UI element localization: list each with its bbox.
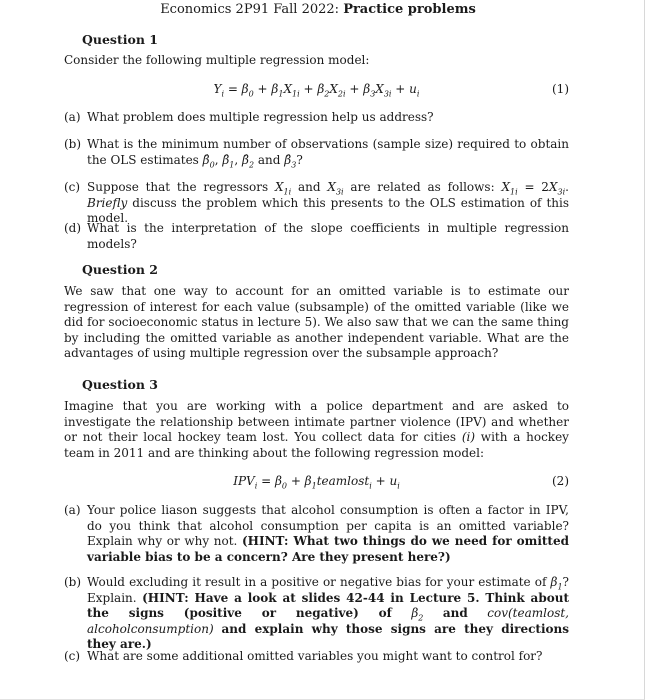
item-label: (b) [64,575,82,589]
hint-text: and [442,606,468,620]
item-text-part: and [298,180,321,194]
equation-2 [64,474,569,490]
question-3-text [64,399,569,461]
covariance-term: cov(teamlost, alcoholconsumption) [87,606,569,636]
hint-text: and explain why those signs are they directions they are.) [87,621,569,651]
question-3b [64,575,569,653]
course-name: Economics 2P91 Fall 2022: [160,2,340,17]
item-text-part: Briefly [87,195,128,210]
question-3a [64,503,569,565]
equation-1-formula: $Y_i = \beta_0 + \beta_1X_{1i} + \beta_2X_{2i} + \beta_3X_{3i} + u_i$ [213,82,420,99]
item-label: (b) [64,137,82,151]
item-text: Would excluding it result in a positive or negative bias for your estimate of $\beta_1$? Explain. (HINT: Have a look at slides 42-44 in Lecture 5. Think about the signs (positive or negative) of $\beta_2$ and cov(teamlost, alcoholconsumption) and explain why those signs are they directions they are.) [87,575,569,651]
question-1a [64,110,569,126]
question-3c [64,649,569,665]
question-3-heading: Question 3 [82,377,158,392]
question-1-heading: Question 1 [82,32,158,47]
item-text: What problem does multiple regression help us address? [87,110,434,124]
item-text: Suppose that the regressors $X_{1i}$ and $X_{3i}$ are related as follows: $X_{1i} = 2X_{3i}$. Briefly discuss the problem which this presents to the OLS estimation of this model. [87,180,569,225]
item-text: What is the interpretation of the slope coefficients in multiple regression models? [87,221,569,251]
item-text: What are some additional omitted variables you might want to control for? [87,649,543,663]
item-text-part: are related as follows: [350,180,495,194]
question-1c [64,180,569,227]
item-label: (a) [64,503,81,517]
document-title: Practice problems [343,2,476,17]
question-1-intro: Consider the following multiple regression model: [64,53,370,67]
equation-1-number: (1) [552,82,569,96]
paragraph-part: (i) [461,430,476,444]
item-text-part: discuss the problem which this presents to the OLS estimation of this model. [87,195,569,225]
item-text-part: and [257,152,281,167]
question-1b [64,137,569,168]
item-text-part: What is the minimum number of observations (sample size) required to obtain the OLS estimates [87,137,569,167]
item-text-part: ? Explain. [87,575,569,605]
hint-text: (HINT: Have a look at slides 42-44 in Lecture 5. Think about the signs (positive or negative) of [87,590,569,620]
question-2-text: We saw that one way to account for an omitted variable is to estimate our regression of interest for each value (subsample) of the omitted variable (like we did for socioeconomic status in lecture 5). We also saw that we can the same thing by including the omitted variable as another independent variable. What are the advantages of using multiple regression over the subsample approach? [64,284,569,360]
item-label: (d) [64,221,82,235]
item-label: (c) [64,649,81,663]
item-label: (a) [64,110,81,124]
paragraph-part: with a hockey team in 2011 and are thinking about the following regression model: [64,430,569,460]
item-text-part: Would excluding it result in a positive or negative bias for your estimate of [87,575,547,589]
question-1d [64,221,569,252]
item-text-part: Suppose that the regressors [87,180,269,194]
question-2-heading: Question 2 [82,262,158,277]
equation-2-number: (2) [552,474,569,488]
item-label: (c) [64,180,81,194]
page-title [0,2,636,17]
item-text-part: Your police liason suggests that alcohol consumption is often a factor in IPV, do you think that alcohol consumption per capita is an omitted variable? Explain why or why not. [87,503,569,548]
item-text: What is the minimum number of observations (sample size) required to obtain the OLS estimates $\betâ_0$, $\betâ_1$, $\betâ_2$ and $\betâ_3$? [87,137,569,169]
item-text [87,503,569,565]
equation-1 [64,82,569,98]
equation-2-formula: $IPV_i = \beta_0$ + $\beta_1teamlost_i + u_i$ [233,474,400,491]
paragraph-part: Imagine that you are working with a police department and are asked to investigate the relationship between intimate partner violence (IPV) and whether or not their local hockey team lost. You collect data for cities [64,399,569,444]
hint-text: (HINT: What two things do we need for omitted variable bias to be a concern? Are they present here?) [87,534,569,564]
